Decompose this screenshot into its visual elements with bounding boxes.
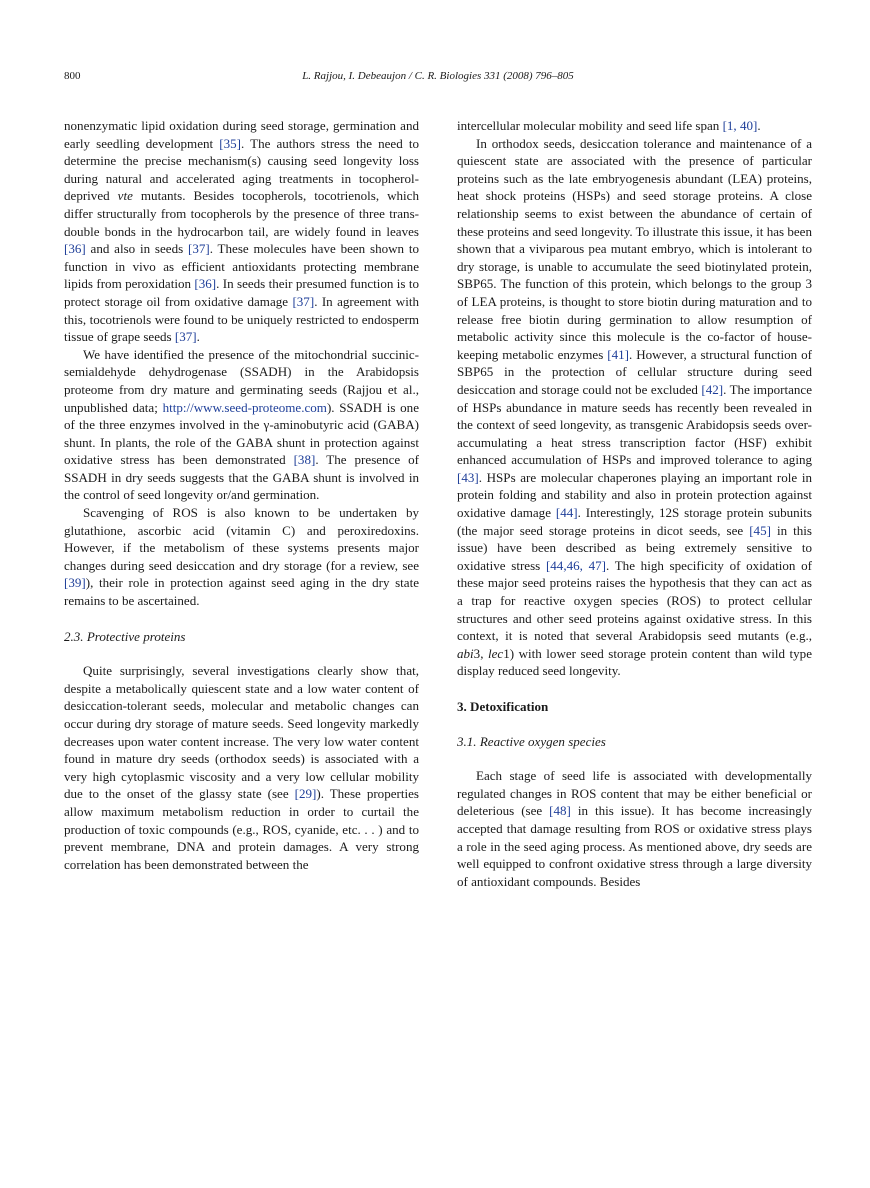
page-number: 800 xyxy=(64,70,81,82)
paragraph-dry-storage: Quite surprisingly, several investigations clearly show that, despite a metabolically quiescent state and a low water content of desiccation-tolerant seeds, molecular and metabolic changes can occur during dry storage of mature seeds. Seed longevity markedly decreases upon water content increase. The very low water content found in mature dry seeds (orthodox seeds) is associated with a very high cytoplasmic viscosity and a very low cellular mobility due to the onset of the glassy state (see [29]). These properties allow maximum metabolism reduction in order to curtail the production of toxic compounds (e.g., ROS, cyanide, etc. . . ) and to prevent membrane, DNA and protein damages. A very strong correlation has been demonstrated between the xyxy=(64,663,419,872)
citation-link[interactable]: [42] xyxy=(701,381,724,397)
page-header xyxy=(64,68,812,84)
citation-link[interactable]: [38] xyxy=(293,452,316,468)
citation-link[interactable]: [36] xyxy=(64,241,86,257)
section-heading-protective-proteins: 2.3. Protective proteins xyxy=(64,628,186,644)
paragraph-mobility: intercellular molecular mobility and seed life span [1, 40]. xyxy=(457,118,761,133)
left-column xyxy=(64,117,419,873)
paragraph-lea-proteins: In orthodox seeds, desiccation tolerance and maintenance of a quiescent state are associated with the presence of particular proteins such as the late embryogenesis abundant (LEA) proteins, heat shock proteins (HSPs) and seed storage proteins. A close relationship seems to exist between the abundance of certain of these proteins and seed longevity. To illustrate this issue, it has been shown that a viviparous pea mutant embryo, which is intolerant to dry storage, is unable to accumulate the seed biotinylated protein, SBP65. The function of this protein, which belongs to the group 3 of LEA proteins, is thought to store biotin during maturation and to release free biotin during germination to allow resumption of metabolic activity since this molecule is the co-factor of house-keeping metabolic enzymes [41]. However, a structural function of SBP65 in the protection of cellular structure during seed desiccation and storage could not be excluded [42]. The importance of HSPs abundance in mature seeds has recently been revealed in the context of seed longevity, as transgenic Arabidopsis seeds over-accumulating a heat stress transcription factor (HSF) exhibit enhanced accumulation of HSPs and improved tolerance to aging [43]. HSPs are molecular chaperones playing an important role in protein folding and stability and also in protein protection against oxidative damage [44]. Interestingly, 12S storage protein subunits (the major seed storage proteins in dicot seeds, see [45] in this issue) have been described as being extremely sensitive to oxidative stress [44,46, 47]. The high specificity of oxidation of these major seed proteins raises the hypothesis that they can act as a trap for reactive oxygen species (ROS) to protect cellular structures and other seed proteins against oxidative stress. In this context, it is noted that several Arabidopsis seed mutants (e.g., abi3, lec1) with lower seed storage protein content than wild type display reduced seed longevity. xyxy=(457,135,812,679)
citation-link[interactable]: [39] xyxy=(64,575,86,591)
spacer xyxy=(457,750,812,767)
citation-link[interactable]: [37] xyxy=(292,293,315,309)
running-head: L. Rajjou, I. Debeaujon / C. R. Biologies 331 (2008) 796–805 xyxy=(302,70,574,82)
spacer xyxy=(457,680,812,698)
citation-link[interactable]: [45] xyxy=(749,522,771,538)
right-column xyxy=(457,117,812,890)
citation-link[interactable]: [44,46, 47] xyxy=(545,557,606,573)
citation-link[interactable]: [1, 40] xyxy=(722,118,758,133)
citation-link[interactable]: [43] xyxy=(457,469,479,485)
citation-link[interactable]: [35] xyxy=(219,135,241,151)
paragraph-ros-content: Each stage of seed life is associated with developmentally regulated changes in ROS content that may be either beneficial or deleterious (see [48] in this issue). It has become increasingly accepted that damage resulting from ROS or oxidative stress plays a role in the seed aging process. As mentioned above, dry seeds are well equipped to confront oxidative stress through a large diversity of antioxidant compounds. Besides xyxy=(457,768,812,889)
paragraph-tocotrienols: nonenzymatic lipid oxidation during seed storage, germination and early seedling development [35]. The authors stress the need to determine the precise mechanism(s) causing seed longevity loss during natural and accelerated aging treatments in tocopherol-deprived vte mutants. Besides tocopherols, tocotrienols, which differ structurally from tocopherols by the presence of three trans-double bonds in the hydrocarbon tail, are widely found in leaves [36] and also in seeds [37]. These molecules have been shown to function in vivo as efficient antioxidants protecting membrane lipids from peroxidation [36]. In seeds their presumed function is to protect storage oil from oxidative damage [37]. In agreement with this, tocotrienols were found to be uniquely restricted to endosperm tissue of grape seeds [37]. xyxy=(64,118,420,345)
citation-link[interactable]: [37] xyxy=(187,241,210,257)
spacer xyxy=(457,716,812,733)
paragraph-ros-scavenging: Scavenging of ROS is also known to be undertaken by glutathione, ascorbic acid (vitamin C) and peroxiredoxins. However, if the metabolism of these systems presents major changes during seed desiccation and dry storage (for a review, see [39]), their role in protection against seed aging in the dry state remains to be ascertained. xyxy=(64,505,419,609)
section-heading-reactive-oxygen-species: 3.1. Reactive oxygen species xyxy=(457,733,606,749)
seed-proteome-link[interactable]: http://www.seed-proteome.com xyxy=(162,399,327,415)
citation-link[interactable]: [48] xyxy=(549,803,571,819)
citation-link[interactable]: [44] xyxy=(555,505,578,521)
citation-link[interactable]: [37] xyxy=(174,329,197,345)
citation-link[interactable]: [36] xyxy=(194,276,217,292)
spacer xyxy=(64,645,419,662)
citation-link[interactable]: [29] xyxy=(294,786,317,802)
paragraph-ssadh: We have identified the presence of the mitochondrial succinic-semialdehyde dehydrogenase (SSADH) in the Arabidopsis proteome from dry mature and germinating seeds (Rajjou et al., unpublished data; http://www.seed-proteome.com). SSADH is one of the three enzymes involved in the γ-aminobutyric acid (GABA) shunt. In plants, the role of the GABA shunt in protection against oxidative stress has been demonstrated [38]. The presence of SSADH in dry seeds suggests that the GABA shunt is involved in the control of seed longevity or/and germination. xyxy=(64,346,419,503)
section-heading-detoxification: 3. Detoxification xyxy=(457,699,549,714)
citation-link[interactable]: [41] xyxy=(607,346,629,362)
spacer xyxy=(64,610,419,628)
